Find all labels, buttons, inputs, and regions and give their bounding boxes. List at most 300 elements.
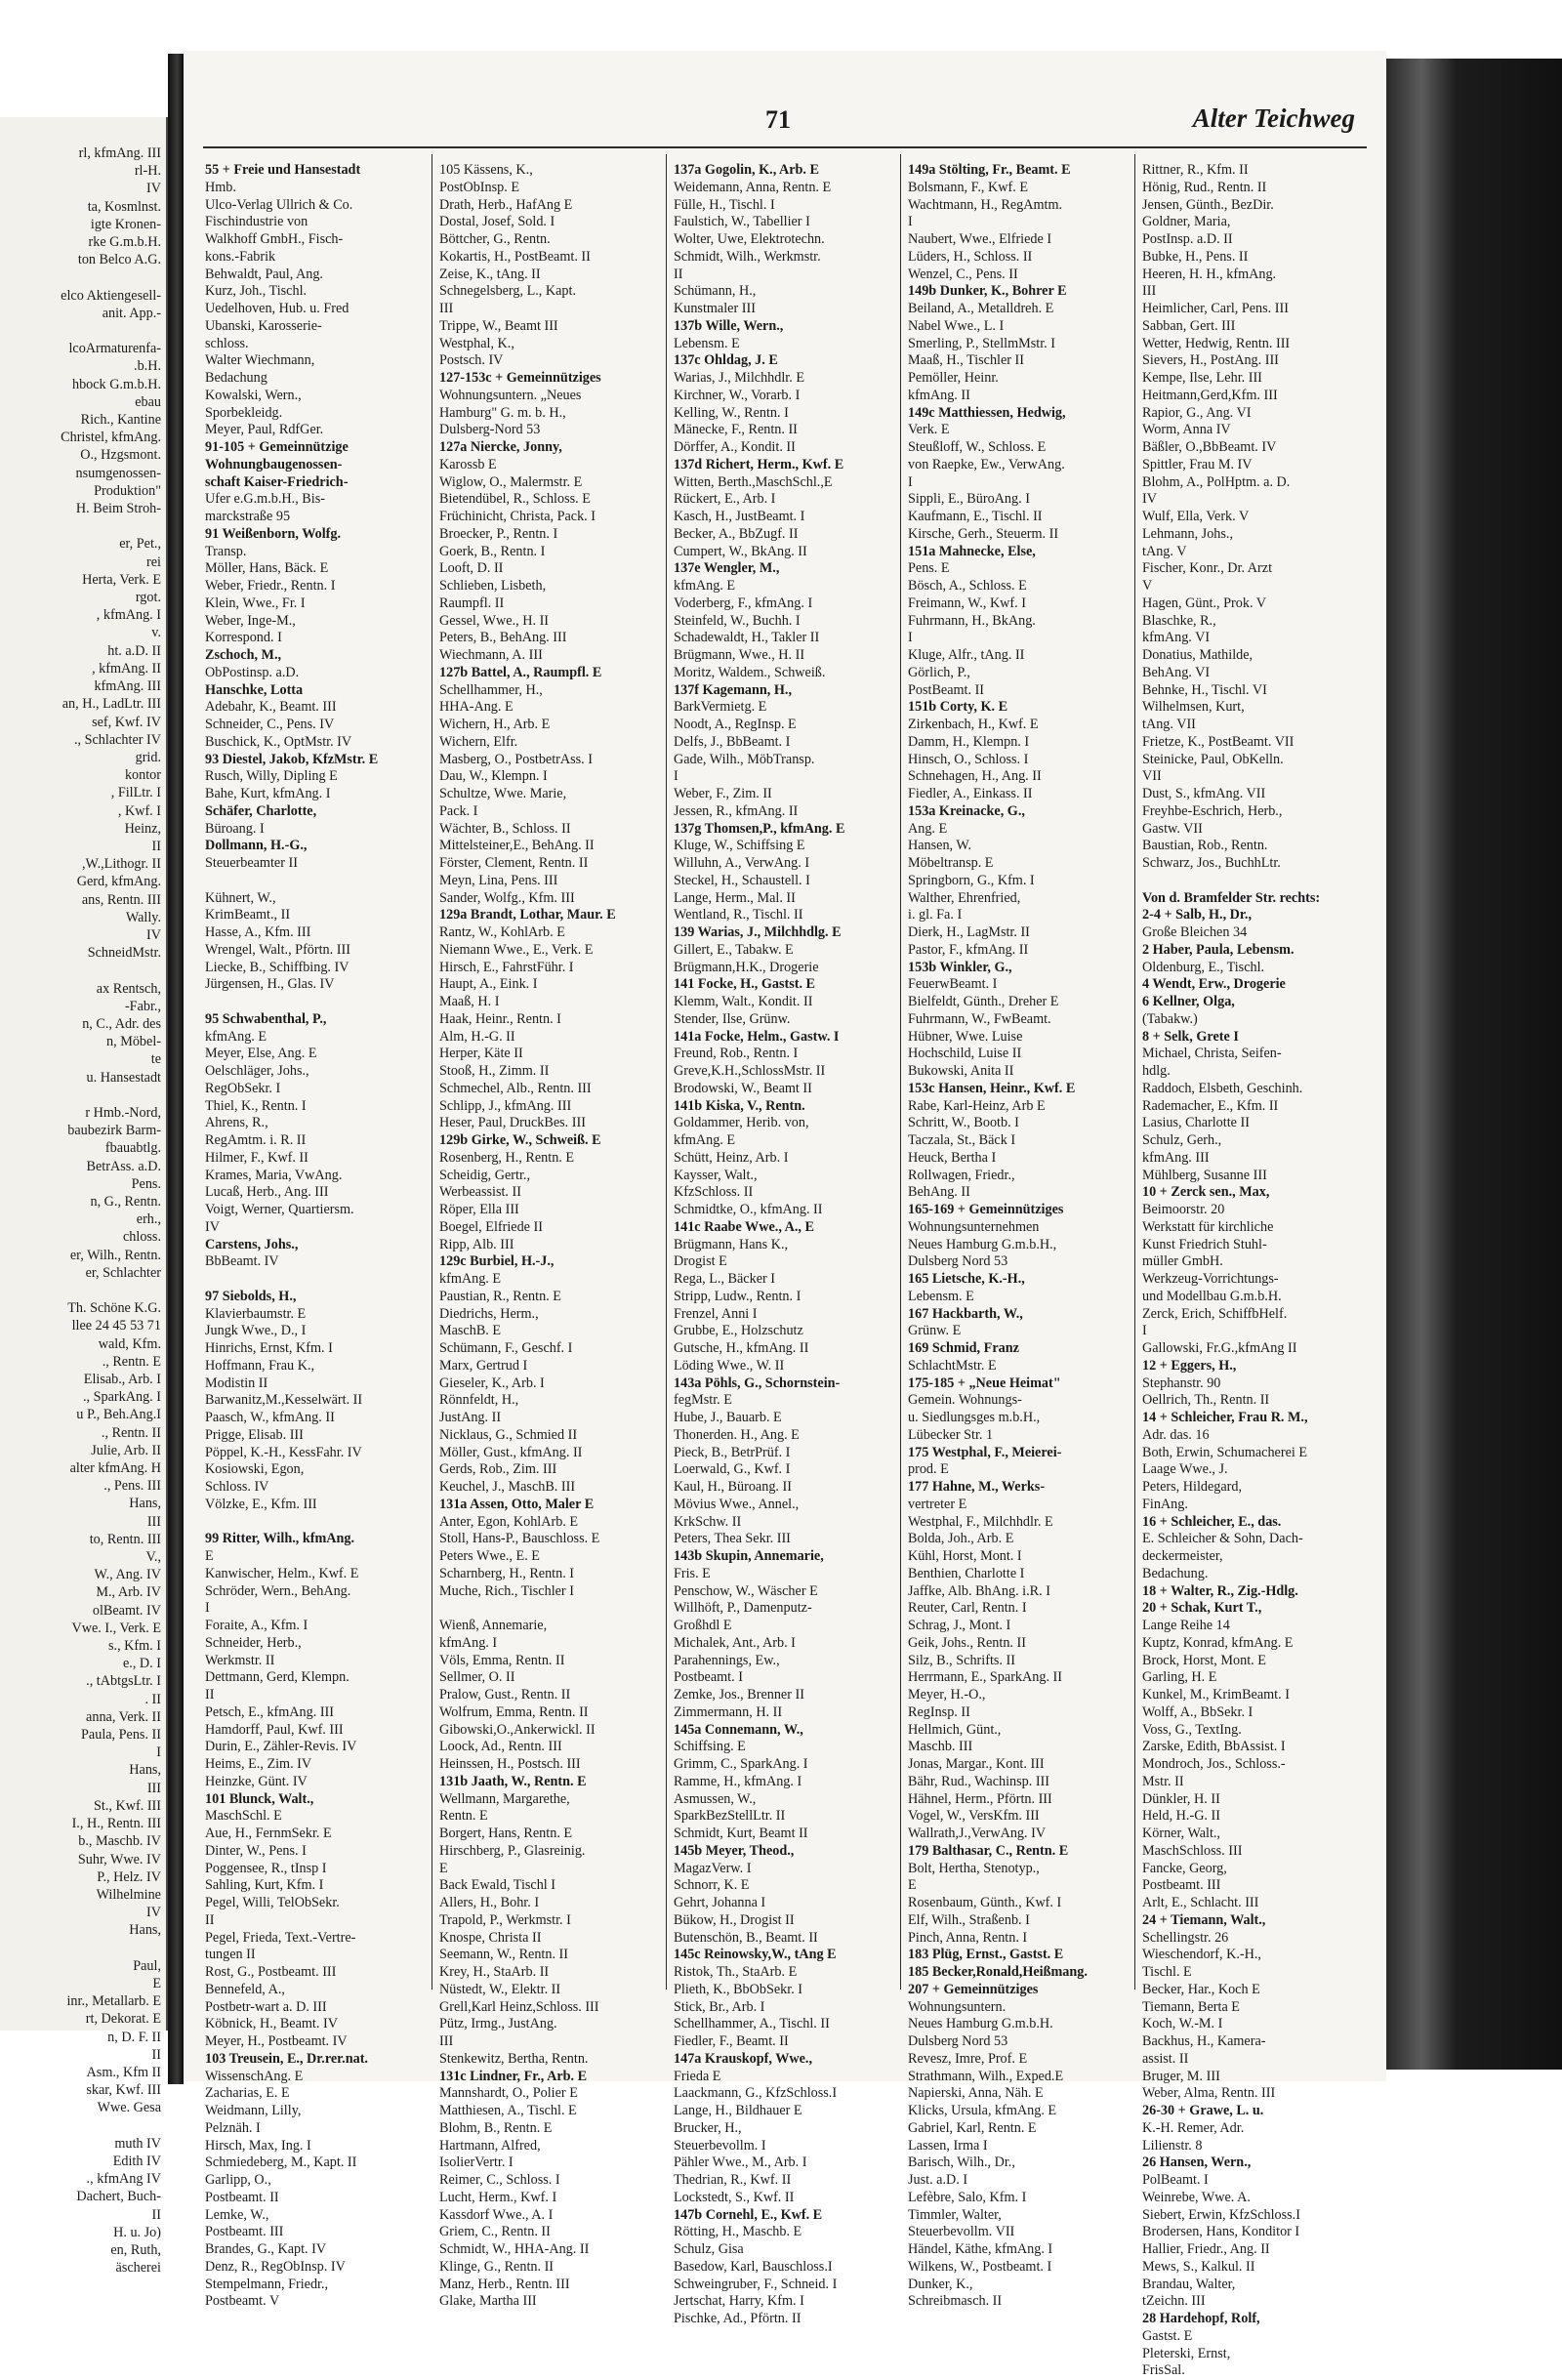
directory-entry-line: 16 + Schleicher, E., das. xyxy=(1142,1513,1282,1530)
book-cover-edge xyxy=(1386,59,1562,2070)
directory-entry-line: Rückert, E., Arb. I xyxy=(674,491,776,508)
directory-entry-line: Möller, Hans, Bäck. E xyxy=(205,560,329,577)
directory-entry-line: Beiland, A., Metalldreh. E xyxy=(908,301,1054,316)
directory-entry-line: Scharnberg, H., Rentn. I xyxy=(439,1565,575,1581)
previous-page-line: ebau xyxy=(135,393,161,410)
previous-page-line: SchneidMstr. xyxy=(87,945,161,962)
directory-entry-line: Carstens, Johs., xyxy=(205,1236,299,1252)
directory-entry-line: Kaufmann, E., Tischl. II xyxy=(908,509,1043,524)
directory-entry-line: Cumpert, W., BkAng. II xyxy=(674,543,807,559)
directory-entry-line: FrisSal. xyxy=(1142,2362,1185,2379)
directory-entry-line: Rollwagen, Friedr., xyxy=(908,1167,1015,1183)
directory-entry-line: Hartmann, Alfred, xyxy=(439,2137,541,2154)
previous-page-line: n, G., Rentn. xyxy=(90,1193,161,1210)
directory-entry-line: 97 Siebolds, H., xyxy=(205,1288,297,1304)
previous-page-line xyxy=(0,2117,161,2135)
directory-entry-line: I xyxy=(908,473,913,490)
directory-entry-line: Werkstatt für kirchliche xyxy=(1142,1218,1274,1235)
directory-entry-line: Wichern, Elfr. xyxy=(439,733,518,750)
directory-entry-line: WissenschAng. E xyxy=(205,2068,304,2084)
directory-entry-line: Heinzke, Günt. IV xyxy=(205,1773,308,1789)
previous-page-line: III xyxy=(146,1780,161,1796)
directory-entry-line: Bubke, H., Pens. II xyxy=(1142,248,1249,265)
directory-entry-line: Goldner, Maria, xyxy=(1142,214,1231,230)
previous-page-line: Herta, Verk. E xyxy=(82,571,161,588)
directory-entry-line: 55 + Freie und Hansestadt xyxy=(205,162,361,178)
directory-entry-line: ObPostinsp. a.D. xyxy=(205,664,300,680)
directory-entry-line: Faulstich, W., Tabellier I xyxy=(674,214,810,230)
previous-page-line: W., Ang. IV xyxy=(94,1567,161,1583)
directory-entry-line: Pastor, F., kfmAng. II xyxy=(908,941,1029,958)
directory-entry-line: Hübner, Wwe. Luise xyxy=(908,1028,1023,1045)
directory-entry-line: Kaul, H., Büroang. II xyxy=(674,1479,792,1495)
directory-entry-line: Schneider, Herb., xyxy=(205,1634,302,1651)
directory-entry-line: Backhus, H., Kamera- xyxy=(1142,2033,1266,2049)
directory-entry-line: 2-4 + Salb, H., Dr., xyxy=(1142,907,1253,923)
directory-entry-line: MaschSchl. E xyxy=(205,1808,282,1825)
directory-entry-line: Blohm, B., Rentn. E xyxy=(439,2119,553,2136)
directory-entry-line: Jonas, Margar., Kont. III xyxy=(908,1756,1045,1772)
directory-entry-line: Lasius, Charlotte II xyxy=(1142,1115,1250,1131)
directory-entry-line: Hinsch, O., Schloss. I xyxy=(908,751,1029,767)
directory-entry-line: Loock, Ad., Rentn. III xyxy=(439,1739,562,1755)
directory-entry-line: Westphal, K., xyxy=(439,335,514,351)
directory-entry-line: Schultze, Wwe. Marie, xyxy=(439,786,567,801)
previous-page-line: . II xyxy=(144,1691,161,1707)
directory-entry-line: FinAng. xyxy=(1142,1496,1188,1512)
directory-entry-line: Rönnfeldt, H., xyxy=(439,1392,519,1409)
directory-entry-line: Postbetr-wart a. D. III xyxy=(205,1998,327,2015)
directory-entry-line: Werkmstr. II xyxy=(205,1652,275,1668)
directory-entry-line: Manz, Herb., Rentn. III xyxy=(439,2276,570,2292)
previous-page-line: ,W.,Lithogr. II xyxy=(81,856,161,873)
directory-column-3 xyxy=(674,162,894,2326)
directory-entry-line: Wiechmann, A. III xyxy=(439,647,543,663)
directory-entry-line: Prigge, Elisab. III xyxy=(205,1426,304,1443)
directory-entry-line: Seemann, W., Rentn. II xyxy=(439,1947,569,1963)
directory-column-4 xyxy=(908,162,1129,2310)
directory-entry-line: Lübecker Str. 1 xyxy=(908,1426,994,1443)
directory-entry-line: Loerwald, G., Kwf. I xyxy=(674,1461,791,1478)
previous-page-line: Wilhelmine xyxy=(96,1886,161,1903)
directory-entry-line: 129c Burbiel, H.-J., xyxy=(439,1253,555,1270)
directory-entry-line: Köbnick, H., Beamt. IV xyxy=(205,2016,338,2032)
directory-entry-line: Dostal, Josef, Sold. I xyxy=(439,214,555,230)
directory-entry-line: Brucker, H., xyxy=(674,2119,742,2136)
directory-entry-line: 127-153c + Gemeinnütziges xyxy=(439,370,601,386)
directory-entry-line: Bähr, Rud., Wachinsp. III xyxy=(908,1773,1049,1789)
previous-page-line: E xyxy=(152,1975,161,1991)
directory-entry-line: Reuter, Carl, Rentn. I xyxy=(908,1600,1027,1617)
directory-entry-line: Pieck, B., BetrPrüf. I xyxy=(674,1444,791,1460)
directory-entry-line: Dettmann, Gerd, Klempn. xyxy=(205,1669,349,1686)
directory-entry-line: Diedrichs, Herm., xyxy=(439,1305,539,1322)
directory-entry-line: Revesz, Imre, Prof. E xyxy=(908,2050,1028,2067)
directory-entry-line: Grünw. E xyxy=(908,1323,962,1339)
directory-entry-line: 165 Lietsche, K.-H., xyxy=(908,1271,1025,1287)
directory-entry-line: 91 Weißenborn, Wolfg. xyxy=(205,525,342,542)
directory-entry-line: Von d. Bramfelder Str. rechts: xyxy=(1142,889,1321,906)
directory-entry-line: Hoffmann, Frau K., xyxy=(205,1357,315,1374)
previous-page-line: Hans, xyxy=(129,1762,161,1779)
directory-entry-line: Trippe, W., Beamt III xyxy=(439,317,558,334)
directory-entry-line: Weidmann, Lilly, xyxy=(205,2103,302,2118)
directory-entry-line: schaft Kaiser-Friedrich- xyxy=(205,473,349,490)
directory-entry-line: Donatius, Mathilde, xyxy=(1142,647,1254,663)
directory-entry-line: Meyn, Lina, Pens. III xyxy=(439,872,558,888)
directory-entry-line: Ubanski, Karosserie- xyxy=(205,317,322,334)
directory-entry-line: Liecke, B., Schiffbing. IV xyxy=(205,959,349,975)
previous-page-line: BetrAss. a.D. xyxy=(86,1158,161,1174)
directory-entry-line: Sander, Wolfg., Kfm. III xyxy=(439,889,575,906)
directory-entry-line: Kokartis, H., PostBeamt. II xyxy=(439,248,591,265)
directory-entry-line: Becker, Har., Koch E xyxy=(1142,1981,1260,1997)
directory-entry-line: 131a Assen, Otto, Maler E xyxy=(439,1496,595,1512)
directory-entry-line: Mondroch, Jos., Schloss.- xyxy=(1142,1756,1286,1772)
previous-page-edge xyxy=(0,117,168,2277)
directory-entry-line: Weber, Friedr., Rentn. I xyxy=(205,578,336,594)
previous-page-line: rl-H. xyxy=(134,163,161,180)
directory-entry-line: Nicklaus, G., Schmied II xyxy=(439,1426,578,1443)
previous-page-line: hbock G.m.b.H. xyxy=(71,376,161,392)
directory-entry-line: 151a Mahnecke, Else, xyxy=(908,543,1036,559)
directory-entry-line: Lockstedt, S., Kwf. II xyxy=(674,2189,795,2205)
directory-entry-line: Tiemann, Berta E xyxy=(1142,1998,1240,2015)
previous-page-line: igte Kronen- xyxy=(90,216,161,232)
directory-entry-line: Pralow, Gust., Rentn. II xyxy=(439,1687,571,1703)
directory-entry-line: 137c Ohldag, J. E xyxy=(674,352,778,369)
directory-entry-line: Raumpfl. II xyxy=(439,595,505,611)
directory-entry-line: Görlich, P., xyxy=(908,664,970,680)
previous-page-line: e., D. I xyxy=(122,1656,161,1672)
directory-entry-line: E xyxy=(908,1877,917,1894)
directory-entry-line: Bedachung. xyxy=(1142,1565,1209,1581)
directory-entry-line: Bahe, Kurt, kfmAng. I xyxy=(205,786,331,801)
directory-entry-line: Förster, Clement, Rentn. II xyxy=(439,855,589,871)
previous-page-line: IV xyxy=(146,1905,161,1921)
directory-entry-line: 147b Cornehl, E., Kwf. E xyxy=(674,2206,823,2223)
directory-entry-line: Reimer, C., Schloss. I xyxy=(439,2172,560,2188)
previous-page-line: anna, Verk. II xyxy=(86,1708,161,1725)
directory-entry-line: Gutsche, H., kfmAng. II xyxy=(674,1340,809,1356)
directory-entry-line: Zerck, Erich, SchiffbHelf. xyxy=(1142,1305,1288,1322)
directory-entry-line: kfmAng. III xyxy=(1142,1149,1210,1166)
directory-entry-line: Postbeamt. III xyxy=(205,2224,284,2240)
directory-entry-line: Neues Hamburg G.m.b.H., xyxy=(908,1236,1057,1252)
directory-entry-line: Rabe, Karl-Heinz, Arb E xyxy=(908,1097,1046,1114)
directory-entry-line: kfmAng. VI xyxy=(1142,630,1211,646)
directory-entry-line: 28 Hardehopf, Rolf, xyxy=(1142,2311,1260,2326)
directory-entry-line: Weinrebe, Wwe. A. xyxy=(1142,2189,1251,2205)
directory-entry-line: Jensen, Günth., BezDir. xyxy=(1142,196,1274,213)
directory-entry-line: Haupt, A., Eink. I xyxy=(439,976,538,993)
directory-entry-line: Heitmann,Gerd,Kfm. III xyxy=(1142,387,1278,403)
directory-entry-line: Schmidt, Kurt, Beamt II xyxy=(674,1826,808,1841)
directory-entry-line: Pegel, Frieda, Text.-Vertre- xyxy=(205,1929,356,1946)
column-divider xyxy=(666,154,667,1990)
directory-entry-line: Mews, S., Kalkul. II xyxy=(1142,2258,1255,2275)
directory-entry-line: Schiffsing. E xyxy=(674,1739,746,1755)
directory-entry-line: Ang. E xyxy=(908,820,948,837)
directory-entry-line: Wolter, Uwe, Elektrotechn. xyxy=(674,231,825,247)
directory-entry-line: Taczala, St., Bäck I xyxy=(908,1132,1016,1148)
directory-entry-line: Damm, H., Klempn. I xyxy=(908,733,1030,750)
directory-entry-line: Fuhrmann, W., FwBeamt. xyxy=(908,1010,1051,1027)
directory-entry-line: Walther, Ehrenfried, xyxy=(908,889,1021,906)
previous-page-line: u P., Beh.Ang.I xyxy=(76,1407,161,1423)
directory-entry-line: von Raepke, Ew., VerwAng. xyxy=(908,456,1065,472)
directory-entry-line: 105 Kässens, K., xyxy=(439,162,533,178)
directory-entry-line: Brandau, Walter, xyxy=(1142,2276,1236,2292)
directory-entry-line: Freund, Rob., Rentn. I xyxy=(674,1046,799,1062)
directory-entry-line: Becker, A., BbZugf. II xyxy=(674,525,799,542)
directory-entry-line: Schreibmasch. II xyxy=(908,2293,1003,2310)
directory-entry-line: Löding Wwe., W. II xyxy=(674,1357,785,1374)
directory-entry-line: Wenzel, C., Pens. II xyxy=(908,266,1018,282)
directory-entry-line: assist. II xyxy=(1142,2050,1189,2067)
previous-page-line: P., Helz. IV xyxy=(97,1868,161,1885)
directory-entry-line: Bolt, Hertha, Stenotyp., xyxy=(908,1860,1040,1876)
directory-entry-line: RegObSekr. I xyxy=(205,1080,281,1096)
directory-entry-line: 95 Schwabenthal, P., xyxy=(205,1010,327,1027)
directory-entry-line: Verk. E xyxy=(908,422,950,438)
directory-entry-line: Hilmer, F., Kwf. II xyxy=(205,1149,308,1166)
previous-page-line: ta, Kosmlnst. xyxy=(87,198,161,215)
directory-entry-line: schloss. xyxy=(205,335,249,351)
directory-entry-line: Uedelhoven, Hub. u. Fred xyxy=(205,301,349,316)
directory-entry-line: Kühl, Horst, Mont. I xyxy=(908,1548,1022,1564)
previous-page-line: wald, Kfm. xyxy=(98,1335,161,1352)
previous-page-line: fbauabtlg. xyxy=(104,1140,161,1157)
previous-page-line: II xyxy=(151,2206,161,2223)
directory-entry-line: Früchinicht, Christa, Pack. I xyxy=(439,509,596,524)
directory-entry-line: Steuerbevollm. VII xyxy=(908,2224,1015,2240)
directory-entry-line: 24 + Tiemann, Walt., xyxy=(1142,1911,1266,1928)
previous-page-line: M., Arb. IV xyxy=(96,1584,161,1601)
directory-entry-line: Hinrichs, Ernst, Kfm. I xyxy=(205,1340,333,1356)
directory-entry-line: Schümann, H., xyxy=(674,283,757,300)
directory-entry-line: Just. a.D. I xyxy=(908,2172,968,2188)
previous-page-line: ax Rentsch, xyxy=(96,980,161,997)
previous-page-line: baubezirk Barm- xyxy=(67,1123,161,1139)
directory-entry-line: Zacharias, E. E xyxy=(205,2085,290,2102)
directory-entry-line: Adr. das. 16 xyxy=(1142,1426,1210,1443)
directory-entry-line: Haak, Heinr., Rentn. I xyxy=(439,1010,561,1027)
directory-entry-line: Mänecke, F., Rentn. II xyxy=(674,422,798,438)
directory-entry-line: 179 Balthasar, C., Rentn. E xyxy=(908,1842,1069,1859)
directory-entry-line: 141c Raabe Wwe., A., E xyxy=(674,1218,814,1235)
directory-entry-line: Boegel, Elfriede II xyxy=(439,1218,543,1235)
directory-entry-line: II xyxy=(205,1687,215,1703)
directory-entry-line: Wachtmann, H., RegAmtm. xyxy=(908,196,1063,213)
directory-entry-line: Allers, H., Bohr. I xyxy=(439,1895,540,1910)
directory-entry-line: Kaysser, Walt., xyxy=(674,1167,758,1183)
previous-page-line: Hans, xyxy=(129,1496,161,1512)
directory-entry-line: 145a Connemann, W., xyxy=(674,1721,803,1738)
directory-entry-line: Bielfeldt, Günth., Dreher E xyxy=(908,994,1059,1009)
directory-entry-line: vertreter E xyxy=(908,1496,967,1512)
directory-entry-line: Wichern, H., Arb. E xyxy=(439,717,551,732)
directory-entry-line: Jaffke, Alb. BhAng. i.R. I xyxy=(908,1582,1050,1599)
previous-page-line: Christel, kfmAng. xyxy=(61,430,161,446)
directory-entry-line: Paasch, W., kfmAng. II xyxy=(205,1410,335,1425)
directory-entry-line: Hamdorff, Paul, Kwf. III xyxy=(205,1721,344,1738)
directory-entry-line: Dörffer, A., Kondit. II xyxy=(674,439,796,455)
directory-entry-line: Schellhammer, A., Tischl. II xyxy=(674,2016,830,2032)
directory-entry-line: Röper, Ella III xyxy=(439,1202,519,1217)
directory-entry-line: Freimann, W., Kwf. I xyxy=(908,595,1026,611)
directory-entry-line: Schloss. IV xyxy=(205,1479,269,1495)
directory-entry-line: Hmb. xyxy=(205,179,236,195)
previous-page-line: v. xyxy=(151,625,161,641)
directory-entry-line: Steußloff, W., Schloss. E xyxy=(908,439,1047,455)
previous-page-line: Rich., Kantine xyxy=(80,412,161,429)
directory-entry-line: Kunst Friedrich Stuhl- xyxy=(1142,1236,1267,1252)
directory-entry-line: kfmAng. E xyxy=(439,1271,502,1287)
directory-entry-line: Hirsch, Max, Ing. I xyxy=(205,2137,311,2154)
directory-entry-line: Klavierbaumstr. E xyxy=(205,1305,307,1322)
directory-entry-line: Steuerbevollm. I xyxy=(674,2137,766,2154)
directory-entry-line: Bennefeld, A., xyxy=(205,1981,285,1997)
directory-entry-line: Oldenburg, E., Tischl. xyxy=(1142,959,1265,975)
directory-entry-line: Behwaldt, Paul, Ang. xyxy=(205,266,323,282)
directory-entry-line: Wrengel, Walt., Pförtn. III xyxy=(205,941,350,958)
previous-page-line: ., Rentn. II xyxy=(101,1424,161,1441)
directory-entry-line: Moritz, Waldem., Schweiß. xyxy=(674,664,826,680)
directory-entry-line: Schulz, Gisa xyxy=(674,2241,744,2257)
directory-entry-line: 139 Warias, J., Milchhdlg. E xyxy=(674,924,842,940)
previous-page-line: er, Schlachter xyxy=(85,1264,161,1281)
directory-entry-line: Pack. I xyxy=(439,802,478,819)
directory-entry-line: Greve,K.H.,SchlossMstr. II xyxy=(674,1063,826,1079)
directory-entry-line: 149c Matthiessen, Hedwig, xyxy=(908,404,1066,421)
directory-entry-line: Kluge, Alfr., tAng. II xyxy=(908,647,1025,663)
directory-entry-line: Both, Erwin, Schumacherei E xyxy=(1142,1444,1308,1460)
directory-entry-line: Kowalski, Wern., xyxy=(205,387,302,403)
directory-entry-line: I xyxy=(908,214,913,230)
directory-entry-line: Michalek, Ant., Arb. I xyxy=(674,1634,796,1651)
directory-entry-line: Rega, L., Bäcker I xyxy=(674,1271,775,1287)
directory-entry-line: Barwanitz,M.,Kesselwärt. II xyxy=(205,1392,363,1409)
previous-page-line: ., SparkAng. I xyxy=(83,1389,161,1406)
previous-page-line: kontor xyxy=(124,767,161,784)
directory-entry-line: Bolda, Joh., Arb. E xyxy=(908,1531,1014,1547)
previous-page-line: rei xyxy=(146,554,161,570)
directory-entry-line: Siebert, Erwin, KfzSchloss.I xyxy=(1142,2206,1300,2223)
directory-column-2 xyxy=(439,162,660,2310)
directory-entry-line: Maaß, H., Tischler II xyxy=(908,352,1025,369)
directory-entry-line: marckstraße 95 xyxy=(205,509,291,524)
previous-page-line xyxy=(0,1087,161,1104)
directory-entry-line: 167 Hackbarth, W., xyxy=(908,1305,1023,1322)
directory-entry-line: E xyxy=(205,1548,214,1564)
previous-page-line: II xyxy=(151,838,161,854)
directory-entry-line: 151b Corty, K. E xyxy=(908,699,1008,716)
previous-page-line: te xyxy=(150,1051,161,1068)
directory-entry-line: Dulsberg Nord 53 xyxy=(908,2033,1008,2049)
directory-entry-line: VII xyxy=(1142,768,1162,785)
directory-entry-line: 141 Focke, H., Gastst. E xyxy=(674,976,816,993)
directory-entry-line: Schlieben, Lisbeth, xyxy=(439,578,547,594)
directory-entry-line: kfmAng. E xyxy=(674,1132,736,1148)
directory-entry-line: Schritt, W., Bootb. I xyxy=(908,1115,1019,1131)
directory-entry-line: Hirsch, E., FahrstFühr. I xyxy=(439,959,574,975)
directory-entry-line: Kirchner, W., Vorarb. I xyxy=(674,387,801,403)
directory-entry-line xyxy=(439,1600,660,1618)
directory-entry-line: 129a Brandt, Lothar, Maur. E xyxy=(439,907,616,923)
directory-entry-line: Schütt, Heinz, Arb. I xyxy=(674,1149,789,1166)
directory-entry-line: 141b Kiska, V., Rentn. xyxy=(674,1097,805,1114)
directory-entry-line: Fiedler, A., Einkass. II xyxy=(908,786,1033,801)
directory-entry-line: Barisch, Wilh., Dr., xyxy=(908,2154,1015,2171)
directory-entry-line: Pemöller, Heinr. xyxy=(908,370,999,386)
directory-entry-line: Behnke, H., Tischl. VI xyxy=(1142,681,1267,698)
directory-entry-line: kfmAng. E xyxy=(205,1028,267,1045)
directory-entry-line: Kurz, Joh., Tischl. xyxy=(205,283,308,300)
directory-entry-line: (Tabakw.) xyxy=(1142,1010,1198,1027)
directory-entry-line: 185 Becker,Ronald,Heißmang. xyxy=(908,1964,1088,1980)
directory-entry-line: KfzSchloss. II xyxy=(674,1184,754,1201)
directory-entry-line: Meyer, H.-O., xyxy=(908,1687,986,1703)
directory-entry-line: Michael, Christa, Seifen- xyxy=(1142,1046,1282,1062)
directory-entry-line: PostObInsp. E xyxy=(439,179,519,195)
directory-entry-line: Poggensee, R., tInsp I xyxy=(205,1860,327,1876)
directory-entry-line: Brügmann, Hans K., xyxy=(674,1236,789,1252)
directory-entry-line: Klicks, Ursula, kfmAng. E xyxy=(908,2103,1057,2118)
directory-entry-line: Jertschat, Harry, Kfm. I xyxy=(674,2293,804,2310)
directory-entry-line: Postbeamt. V xyxy=(205,2293,280,2310)
directory-entry-line: Westphal, F., Milchhdlr. E xyxy=(908,1513,1053,1530)
previous-page-line: Elisab., Arb. I xyxy=(83,1372,161,1388)
directory-entry-line: Beimoorstr. 20 xyxy=(1142,1202,1225,1217)
directory-entry-line: Rosenberg, H., Rentn. E xyxy=(439,1149,575,1166)
directory-entry-line: Frietze, K., PostBeamt. VII xyxy=(1142,733,1295,750)
directory-entry-line: Schmechel, Alb., Rentn. III xyxy=(439,1080,592,1096)
previous-page-line xyxy=(0,322,161,340)
directory-entry-line: 26 Hansen, Wern., xyxy=(1142,2154,1252,2171)
directory-entry-line: tZeichn. III xyxy=(1142,2293,1206,2310)
directory-entry-line: hdlg. xyxy=(1142,1063,1171,1079)
directory-entry-line: Drogist E xyxy=(674,1253,727,1270)
directory-entry-line: Rentn. E xyxy=(439,1808,488,1825)
directory-entry-line: 137f Kagemann, H., xyxy=(674,681,792,698)
directory-entry-line: Korrespond. I xyxy=(205,630,282,646)
directory-entry-line: Bietendübel, R., Schloss. E xyxy=(439,491,591,508)
directory-entry-line: RegAmtm. i. R. II xyxy=(205,1132,307,1148)
directory-entry-line: 4 Wendt, Erw., Drogerie xyxy=(1142,976,1286,993)
directory-entry-line: Kempe, Ilse, Lehr. III xyxy=(1142,370,1262,386)
directory-entry-line: 147a Krauskopf, Wwe., xyxy=(674,2050,813,2067)
directory-entry-line: Hochschild, Luise II xyxy=(908,1046,1022,1062)
directory-entry-line: 175 Westphal, F., Meierei- xyxy=(908,1444,1062,1460)
directory-entry-line: Möller, Gust., kfmAng. II xyxy=(439,1444,583,1460)
previous-page-line: , kfmAng. II xyxy=(92,660,161,677)
directory-entry-line: Klein, Wwe., Fr. I xyxy=(205,595,306,611)
directory-entry-line: kfmAng. II xyxy=(908,387,970,403)
directory-entry-line: Brodowski, W., Beamt II xyxy=(674,1080,812,1096)
directory-entry-line: Sahling, Kurt, Kfm. I xyxy=(205,1877,324,1894)
directory-entry-line: Wieschendorf, K.-H., xyxy=(1142,1947,1261,1963)
directory-entry-line: Meyer, H., Postbeamt. IV xyxy=(205,2033,348,2049)
directory-entry-line: Büroang. I xyxy=(205,820,265,837)
directory-entry-line: Schmidtke, O., kfmAng. II xyxy=(674,1202,823,1217)
directory-entry-line: Geik, Johs., Rentn. II xyxy=(908,1634,1026,1651)
directory-entry-line: Schadewaldt, H., Takler II xyxy=(674,630,820,646)
directory-entry-line: Marx, Gertrud I xyxy=(439,1357,528,1374)
directory-column-5 xyxy=(1142,162,1363,2379)
directory-entry-line: Brügmann,H.K., Drogerie xyxy=(674,959,819,975)
directory-entry-line: Smerling, P., StellmMstr. I xyxy=(908,335,1055,351)
